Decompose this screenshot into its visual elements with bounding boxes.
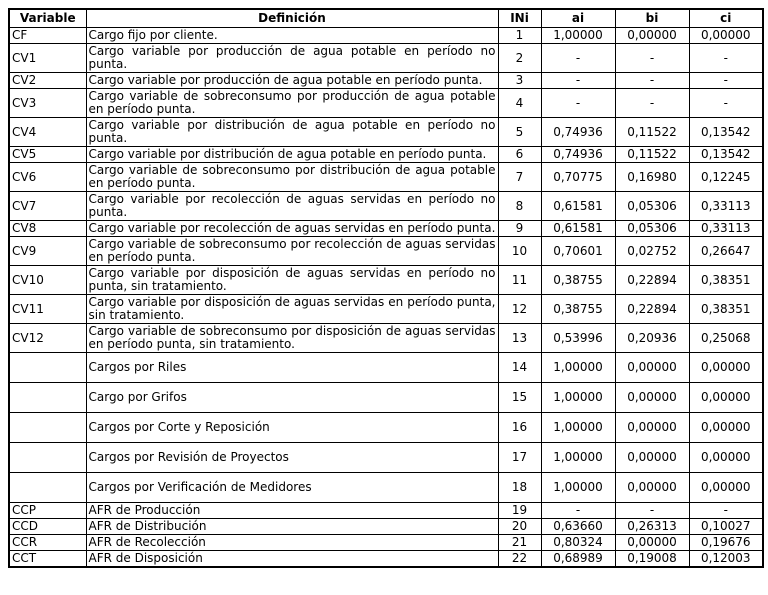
- cell-bi: -: [615, 44, 689, 73]
- cell-definicion: AFR de Disposición: [86, 551, 498, 568]
- cell-ini: 2: [498, 44, 541, 73]
- cell-definicion: Cargos por Verificación de Medidores: [86, 473, 498, 503]
- table-row: [9, 89, 763, 118]
- cell-definicion: Cargo variable por distribución de agua potable en período no punta.: [86, 118, 498, 147]
- table-row: [9, 73, 763, 89]
- cell-ci: 0,13542: [689, 147, 763, 163]
- table-body: [9, 28, 763, 568]
- cell-ci: 0,12245: [689, 163, 763, 192]
- cell-bi: -: [615, 73, 689, 89]
- cell-ini: 14: [498, 353, 541, 383]
- cell-variable: [9, 473, 86, 503]
- cell-variable: CCD: [9, 519, 86, 535]
- cell-definicion: AFR de Producción: [86, 503, 498, 519]
- cell-variable: CV5: [9, 147, 86, 163]
- cell-ci: -: [689, 89, 763, 118]
- header-bi: bi: [615, 9, 689, 28]
- cell-ini: 11: [498, 266, 541, 295]
- cell-variable: CF: [9, 28, 86, 44]
- cell-bi: 0,00000: [615, 443, 689, 473]
- cell-ai: -: [541, 73, 615, 89]
- cell-ini: 13: [498, 324, 541, 353]
- cell-ini: 5: [498, 118, 541, 147]
- cell-definicion: Cargo fijo por cliente.: [86, 28, 498, 44]
- table-row: [9, 413, 763, 443]
- cell-ci: 0,33113: [689, 192, 763, 221]
- table-row: [9, 443, 763, 473]
- cell-ini: 3: [498, 73, 541, 89]
- cell-ai: 0,70775: [541, 163, 615, 192]
- cell-ini: 4: [498, 89, 541, 118]
- cell-ini: 18: [498, 473, 541, 503]
- cell-definicion: Cargo variable por producción de agua potable en período punta.: [86, 73, 498, 89]
- header-definicion: Definición: [86, 9, 498, 28]
- cell-ini: 15: [498, 383, 541, 413]
- table-row: [9, 503, 763, 519]
- cell-variable: CV1: [9, 44, 86, 73]
- cell-definicion: Cargo variable por distribución de agua potable en período punta.: [86, 147, 498, 163]
- cell-bi: 0,00000: [615, 413, 689, 443]
- cell-ai: 0,38755: [541, 295, 615, 324]
- cell-ai: 0,53996: [541, 324, 615, 353]
- cell-ci: 0,00000: [689, 443, 763, 473]
- cell-bi: 0,02752: [615, 237, 689, 266]
- cell-variable: [9, 443, 86, 473]
- cell-ai: 0,80324: [541, 535, 615, 551]
- cell-bi: 0,26313: [615, 519, 689, 535]
- cell-definicion: Cargo variable por disposición de aguas servidas en período punta, sin tratamiento.: [86, 295, 498, 324]
- table-row: [9, 473, 763, 503]
- cell-ai: 1,00000: [541, 353, 615, 383]
- cell-bi: 0,22894: [615, 266, 689, 295]
- cell-ini: 8: [498, 192, 541, 221]
- cell-ci: 0,33113: [689, 221, 763, 237]
- cell-ai: 1,00000: [541, 28, 615, 44]
- cell-ini: 21: [498, 535, 541, 551]
- cell-ci: 0,38351: [689, 295, 763, 324]
- cell-ai: 0,74936: [541, 118, 615, 147]
- cell-ai: 0,74936: [541, 147, 615, 163]
- table-row: [9, 324, 763, 353]
- cell-ini: 17: [498, 443, 541, 473]
- cell-ini: 19: [498, 503, 541, 519]
- cell-ai: 1,00000: [541, 383, 615, 413]
- cell-ai: 0,70601: [541, 237, 615, 266]
- cell-bi: 0,00000: [615, 383, 689, 413]
- cell-variable: CV3: [9, 89, 86, 118]
- cell-variable: CCR: [9, 535, 86, 551]
- cell-bi: 0,00000: [615, 473, 689, 503]
- header-ai: ai: [541, 9, 615, 28]
- cell-ini: 12: [498, 295, 541, 324]
- table-row: [9, 118, 763, 147]
- cell-variable: [9, 383, 86, 413]
- table-row: [9, 28, 763, 44]
- cell-ci: 0,00000: [689, 473, 763, 503]
- cell-variable: CV11: [9, 295, 86, 324]
- cell-variable: [9, 353, 86, 383]
- cell-bi: 0,11522: [615, 118, 689, 147]
- cell-variable: CV8: [9, 221, 86, 237]
- table-row: [9, 535, 763, 551]
- cell-ai: -: [541, 44, 615, 73]
- cell-variable: CCP: [9, 503, 86, 519]
- header-row: [9, 9, 763, 28]
- cell-ci: 0,38351: [689, 266, 763, 295]
- table-row: [9, 237, 763, 266]
- table-row: [9, 163, 763, 192]
- cell-ai: 1,00000: [541, 473, 615, 503]
- cell-ci: 0,12003: [689, 551, 763, 568]
- cell-definicion: Cargo variable de sobreconsumo por producción de agua potable en período punta.: [86, 89, 498, 118]
- cell-ci: 0,19676: [689, 535, 763, 551]
- cell-ai: 0,61581: [541, 221, 615, 237]
- cell-ai: -: [541, 503, 615, 519]
- header-ci: ci: [689, 9, 763, 28]
- cell-variable: CV2: [9, 73, 86, 89]
- cell-definicion: AFR de Distribución: [86, 519, 498, 535]
- cell-bi: 0,00000: [615, 353, 689, 383]
- cell-definicion: Cargo variable por recolección de aguas servidas en período punta.: [86, 221, 498, 237]
- cell-ai: 0,63660: [541, 519, 615, 535]
- cell-definicion: AFR de Recolección: [86, 535, 498, 551]
- cell-ci: 0,00000: [689, 28, 763, 44]
- cell-ini: 20: [498, 519, 541, 535]
- header-variable: Variable: [9, 9, 86, 28]
- table-row: [9, 383, 763, 413]
- cell-ci: 0,25068: [689, 324, 763, 353]
- cell-definicion: Cargos por Corte y Reposición: [86, 413, 498, 443]
- cell-ci: -: [689, 503, 763, 519]
- cell-variable: CV12: [9, 324, 86, 353]
- table-row: [9, 551, 763, 568]
- cell-bi: 0,19008: [615, 551, 689, 568]
- header-ini: INi: [498, 9, 541, 28]
- table-row: [9, 353, 763, 383]
- cell-ci: -: [689, 44, 763, 73]
- cell-definicion: Cargo variable por disposición de aguas servidas en período no punta, sin tratamiento.: [86, 266, 498, 295]
- cell-ini: 9: [498, 221, 541, 237]
- cell-definicion: Cargo por Grifos: [86, 383, 498, 413]
- cell-ci: 0,10027: [689, 519, 763, 535]
- cell-ini: 16: [498, 413, 541, 443]
- cell-bi: 0,05306: [615, 192, 689, 221]
- cell-ai: -: [541, 89, 615, 118]
- cell-bi: 0,20936: [615, 324, 689, 353]
- cell-variable: CV10: [9, 266, 86, 295]
- cell-ci: -: [689, 73, 763, 89]
- cell-bi: 0,16980: [615, 163, 689, 192]
- tariff-coefficients-table: [8, 8, 764, 568]
- cell-definicion: Cargos por Revisión de Proyectos: [86, 443, 498, 473]
- table-row: [9, 44, 763, 73]
- cell-ai: 1,00000: [541, 443, 615, 473]
- cell-ini: 6: [498, 147, 541, 163]
- cell-definicion: Cargos por Riles: [86, 353, 498, 383]
- cell-bi: 0,11522: [615, 147, 689, 163]
- cell-ini: 1: [498, 28, 541, 44]
- cell-ai: 0,68989: [541, 551, 615, 568]
- cell-ai: 1,00000: [541, 413, 615, 443]
- table-row: [9, 266, 763, 295]
- cell-ini: 10: [498, 237, 541, 266]
- cell-bi: -: [615, 503, 689, 519]
- table-row: [9, 192, 763, 221]
- cell-ci: 0,00000: [689, 383, 763, 413]
- cell-definicion: Cargo variable por producción de agua potable en período no punta.: [86, 44, 498, 73]
- cell-ai: 0,61581: [541, 192, 615, 221]
- cell-bi: -: [615, 89, 689, 118]
- cell-bi: 0,22894: [615, 295, 689, 324]
- cell-variable: CV6: [9, 163, 86, 192]
- table-row: [9, 519, 763, 535]
- cell-ini: 7: [498, 163, 541, 192]
- table-row: [9, 221, 763, 237]
- cell-definicion: Cargo variable de sobreconsumo por disposición de aguas servidas en período punta, sin tratamiento.: [86, 324, 498, 353]
- cell-definicion: Cargo variable por recolección de aguas servidas en período no punta.: [86, 192, 498, 221]
- cell-variable: CCT: [9, 551, 86, 568]
- cell-bi: 0,00000: [615, 28, 689, 44]
- table-row: [9, 147, 763, 163]
- table-row: [9, 295, 763, 324]
- cell-bi: 0,00000: [615, 535, 689, 551]
- cell-ci: 0,26647: [689, 237, 763, 266]
- cell-ci: 0,13542: [689, 118, 763, 147]
- cell-variable: [9, 413, 86, 443]
- cell-definicion: Cargo variable de sobreconsumo por recolección de aguas servidas en período punta.: [86, 237, 498, 266]
- cell-variable: CV4: [9, 118, 86, 147]
- cell-bi: 0,05306: [615, 221, 689, 237]
- cell-ini: 22: [498, 551, 541, 568]
- cell-variable: CV7: [9, 192, 86, 221]
- cell-definicion: Cargo variable de sobreconsumo por distribución de agua potable en período punta.: [86, 163, 498, 192]
- table-header: [9, 9, 763, 28]
- cell-variable: CV9: [9, 237, 86, 266]
- cell-ci: 0,00000: [689, 413, 763, 443]
- cell-ai: 0,38755: [541, 266, 615, 295]
- cell-ci: 0,00000: [689, 353, 763, 383]
